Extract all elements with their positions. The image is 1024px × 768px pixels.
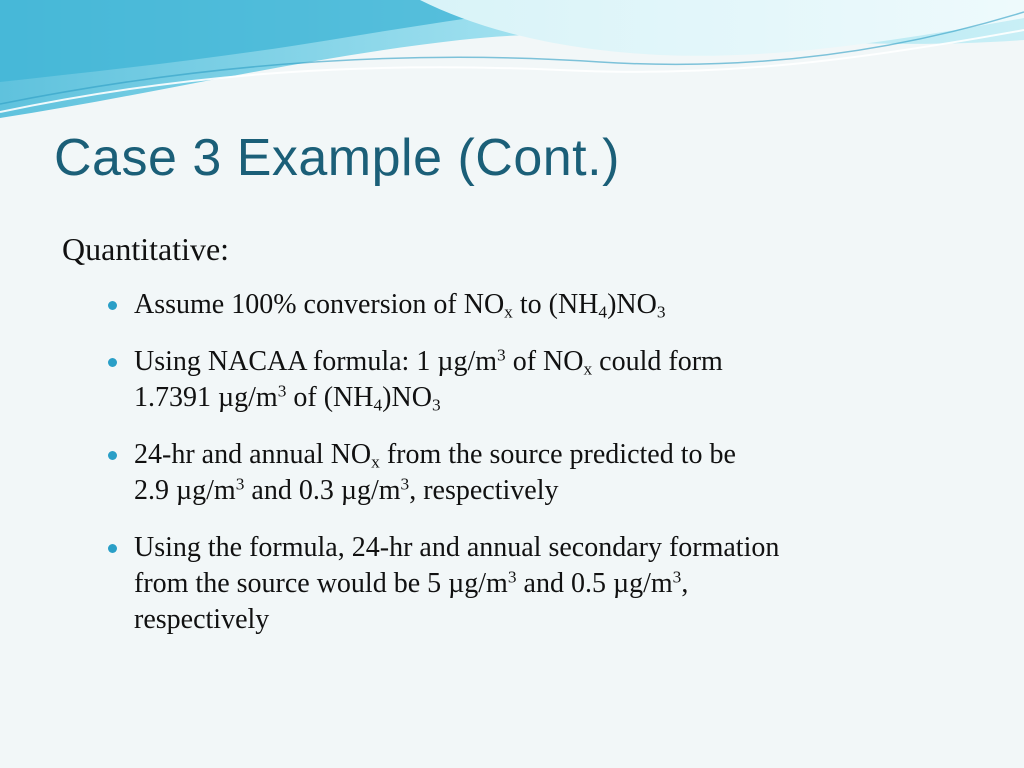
bullet-dot-icon [108, 358, 117, 367]
bullet-dot-icon [108, 544, 117, 553]
bullet-item: Assume 100% conversion of $NO_x$ to $(NH_4)NO_3$ [108, 287, 938, 323]
bullet-dot-icon [108, 451, 117, 460]
slide-title: Case 3 Example (Cont.) [54, 129, 620, 187]
bullet-dot-icon [108, 301, 117, 310]
section-subhead: Quantitative: [62, 231, 230, 267]
bullet-item: Using NACAA formula: 1 $\mu g/m^3$ of $NO_x$ could form 1.7391 $\mu g/m^3$ of $(NH_4)NO_3$ [108, 344, 938, 416]
header-wave-decoration [0, 0, 1024, 130]
bullet-list [108, 287, 938, 659]
bullet-item: Using the formula, 24-hr and annual secondary formation from the source would be 5 $\mu g/m^3$ and 0.5 $\mu g/m^3$, respectively [108, 530, 938, 638]
bullet-item: 24-hr and annual $NO_x$ from the source predicted to be 2.9 $\mu g/m^3$ and 0.3 $\mu g/m^3$, respectively [108, 437, 938, 509]
